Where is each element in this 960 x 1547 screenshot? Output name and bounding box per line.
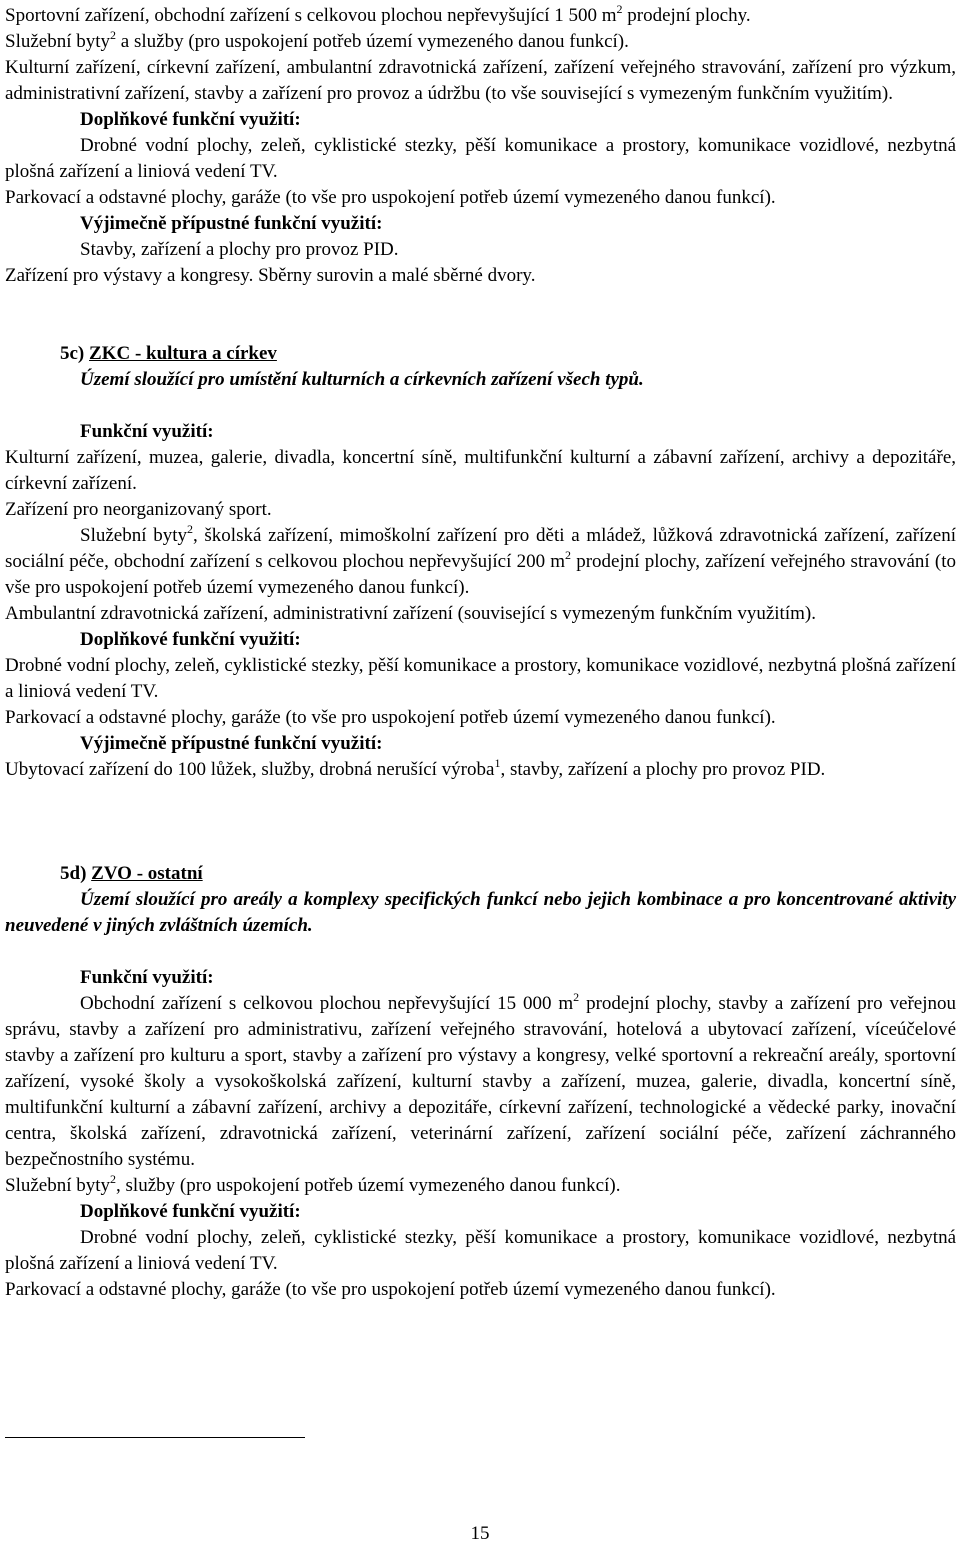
paragraph-funkcni-zvo-1: Obchodní zařízení s celkovou plochou nepřevyšující 15 000 $m^2$ prodejní plochy, stavby a zařízení pro veřejnou správu, stavby a zařízení pro administrativu, zařízení veřejného stravování, hotelová a ubytovací zařízení, víceúčelové stavby a zařízení pro kulturu a sport, stavby a zařízení pro výstavy a kongresy, velké sportovní a rekreační areály, sportovní zařízení, vysoké školy a vysokoškolská zařízení, kulturní stavby a zařízení, muzea, galerie, divadla, koncertní síně, multifunkční kulturní a zábavní zařízení, archivy a depozitáře, církevní zařízení, technologické a vědecké parky, inovační centra, školská zařízení, zdravotnická zařízení, veterinární zařízení, zařízení sociální péče, zařízení záchranného bezpečnostního systému. bbox=[5, 989, 956, 1170]
section-subtitle-zkc: Území sloužící pro umístění kulturních a církevních zařízení všech typů. bbox=[80, 369, 644, 390]
paragraph-doplnkove-zkc-2: Parkovací a odstavné plochy, garáže (to vše pro uspokojení potřeb území vymezeného danou funkcí). bbox=[5, 707, 776, 728]
paragraph-doplnkove-zvo-1: Drobné vodní plochy, zeleň, cyklistické stezky, pěší komunikace a prostory, komunikace vozidlové, nezbytná plošná zařízení a liniová vedení TV. bbox=[5, 1227, 956, 1274]
paragraph-top-3: Kulturní zařízení, církevní zařízení, ambulantní zdravotnická zařízení, zařízení veřejného stravování, zařízení pro výzkum, administrativní zařízení, stavby a zařízení pro provoz a údržbu (to vše související s vymezeným funkčním využitím). bbox=[5, 57, 956, 104]
paragraph-doplnkove-zkc-1: Drobné vodní plochy, zeleň, cyklistické stezky, pěší komunikace a prostory, komunikace vozidlové, nezbytná plošná zařízení a liniová vedení TV. bbox=[5, 655, 956, 702]
paragraph-funkcni-zkc-3: Služební byty$^2$, školská zařízení, mimoškolní zařízení pro děti a mládež, lůžková zdravotnická zařízení, zařízení sociální péče, obchodní zařízení s celkovou plochou nepřevyšující 200 $m^2$ prodejní plochy, zařízení veřejného stravování (to vše pro uspokojení potřeb území vymezeného danou funkcí). bbox=[5, 521, 956, 598]
heading-funkcni-zkc: Funkční využití: bbox=[80, 421, 214, 442]
footnote-separator bbox=[5, 1437, 305, 1438]
paragraph-funkcni-zkc-1: Kulturní zařízení, muzea, galerie, divadla, koncertní síně, multifunkční kulturní a zábavní zařízení, archivy a depozitáře, církevní zařízení. bbox=[5, 447, 956, 494]
heading-vyjimecne-zkc: Výjimečně přípustné funkční využití: bbox=[80, 733, 383, 754]
heading-doplnkove-zkc: Doplňkové funkční využití: bbox=[80, 629, 301, 650]
section-subtitle-zvo: Území sloužící pro areály a komplexy specifických funkcí nebo jejich kombinace a pro koncentrované aktivity neuvedené v jiných zvláštních územích. bbox=[5, 889, 956, 936]
paragraph-doplnkove-top-1: Drobné vodní plochy, zeleň, cyklistické stezky, pěší komunikace a prostory, komunikace vozidlové, nezbytná plošná zařízení a liniová vedení TV. bbox=[5, 135, 956, 182]
paragraph-funkcni-zkc-4: Ambulantní zdravotnická zařízení, administrativní zařízení (související s vymezeným funkčním využitím). bbox=[5, 603, 816, 624]
section-title-zvo: 5d) ZVO - ostatní bbox=[60, 863, 203, 884]
paragraph-vyjimecne-zkc: Ubytovací zařízení do 100 lůžek, služby, drobná nerušící výroba$^1$, stavby, zařízení a plochy pro provoz PID. bbox=[5, 755, 826, 780]
paragraph-doplnkove-zvo-2: Parkovací a odstavné plochy, garáže (to vše pro uspokojení potřeb území vymezeného danou funkcí). bbox=[5, 1279, 776, 1300]
heading-doplnkove-top: Doplňkové funkční využití: bbox=[80, 109, 301, 130]
section-title-zkc: 5c) ZKC - kultura a církev bbox=[60, 343, 277, 364]
paragraph-vyjimecne-top-2: Zařízení pro výstavy a kongresy. Sběrny surovin a malé sběrné dvory. bbox=[5, 265, 536, 286]
heading-doplnkove-zvo: Doplňkové funkční využití: bbox=[80, 1201, 301, 1222]
paragraph-vyjimecne-top-1: Stavby, zařízení a plochy pro provoz PID. bbox=[80, 239, 399, 260]
paragraph-doplnkove-top-2: Parkovací a odstavné plochy, garáže (to vše pro uspokojení potřeb území vymezeného danou funkcí). bbox=[5, 187, 776, 208]
heading-funkcni-zvo: Funkční využití: bbox=[80, 967, 214, 988]
heading-vyjimecne-top: Výjimečně přípustné funkční využití: bbox=[80, 213, 383, 234]
paragraph-top-1: Sportovní zařízení, obchodní zařízení s celkovou plochou nepřevyšující 1 500 $m^2$ prodejní plochy. bbox=[5, 1, 751, 26]
page-number: 15 bbox=[470, 1523, 490, 1544]
paragraph-funkcni-zkc-2: Zařízení pro neorganizovaný sport. bbox=[5, 499, 272, 520]
paragraph-top-2: Služební byty$^2$ a služby (pro uspokojení potřeb území vymezeného danou funkcí). bbox=[5, 27, 629, 52]
paragraph-funkcni-zvo-2: Služební byty$^2$, služby (pro uspokojení potřeb území vymezeného danou funkcí). bbox=[5, 1171, 621, 1196]
page-content bbox=[5, 3, 956, 1303]
